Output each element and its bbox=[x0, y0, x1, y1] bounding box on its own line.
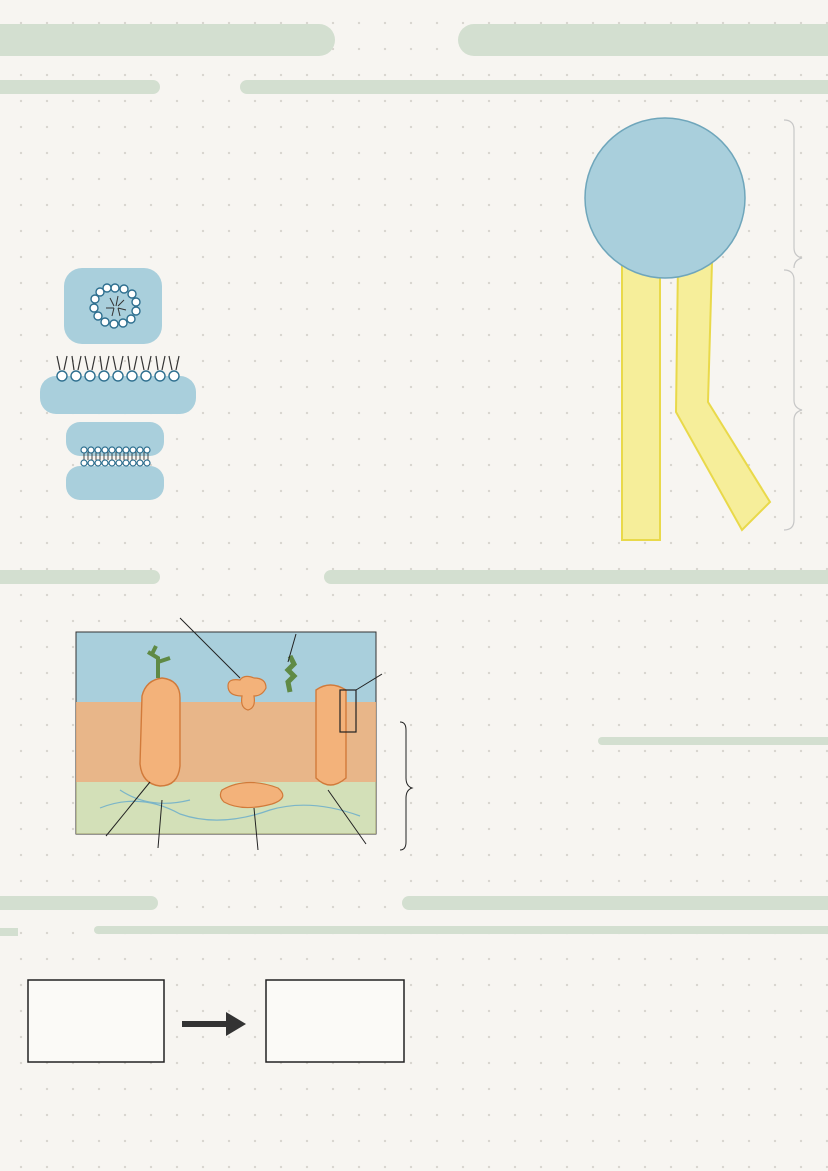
diffusion-band-2 bbox=[94, 926, 828, 934]
biomembran-band-right bbox=[324, 570, 828, 584]
diffusion-underline bbox=[0, 928, 18, 936]
side-brackets bbox=[778, 118, 828, 538]
diffusion-band-left bbox=[0, 896, 158, 910]
micelle-diagram bbox=[60, 264, 170, 350]
biomembran-band-left bbox=[0, 570, 160, 584]
lipide-band-right bbox=[240, 80, 828, 94]
liposome-diagram bbox=[62, 420, 168, 502]
phospholipid-structure bbox=[580, 112, 780, 544]
diffusion-diagram bbox=[26, 978, 410, 1066]
title-band-right bbox=[458, 24, 828, 56]
lipide-band-left bbox=[0, 80, 160, 94]
film-diagram bbox=[38, 346, 198, 416]
diffusion-band-right bbox=[402, 896, 828, 910]
membrane-diagram bbox=[10, 604, 450, 884]
title-band-left bbox=[0, 24, 335, 56]
model-band bbox=[598, 737, 828, 745]
